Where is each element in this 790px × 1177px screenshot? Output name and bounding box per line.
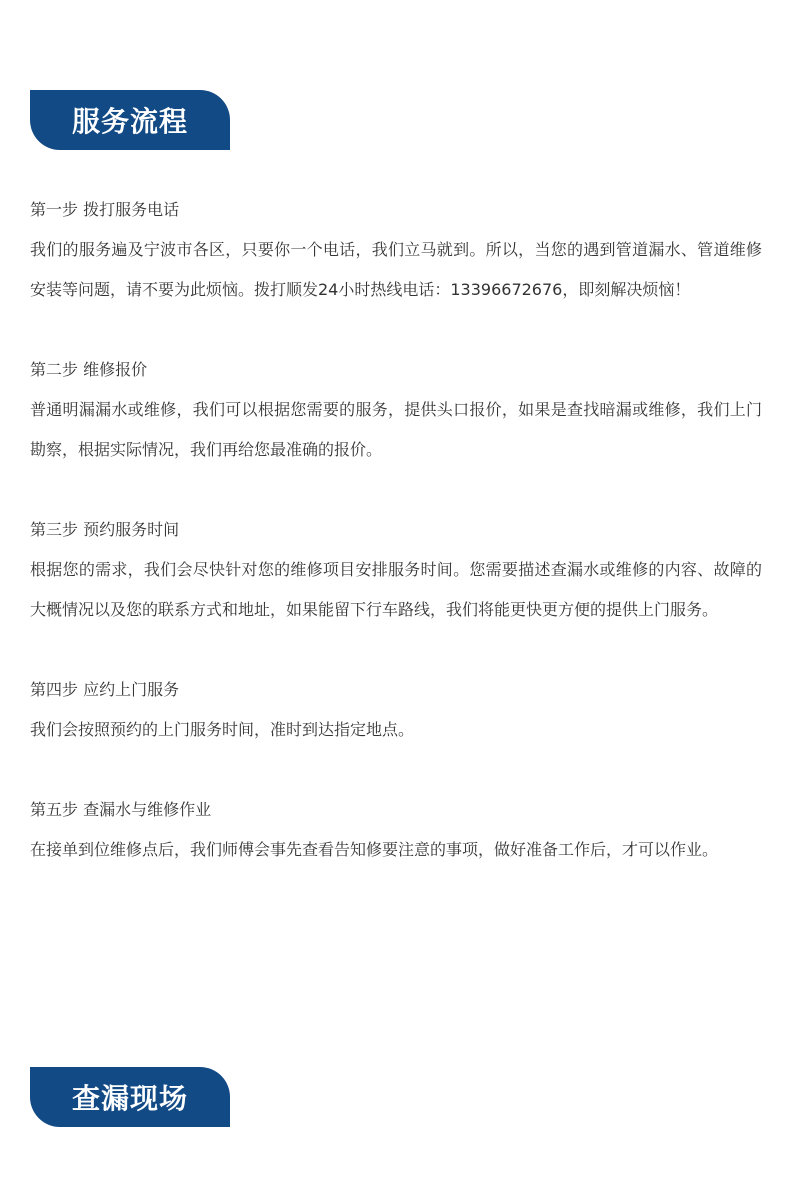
step-title: 第三步 预约服务时间 <box>30 520 180 539</box>
step-5 <box>30 790 762 870</box>
step-description: 普通明漏漏水或维修，我们可以根据您需要的服务，提供头口报价，如果是查找暗漏或维修，我们上门勘察，根据实际情况，我们再给您最准确的报价。 <box>30 400 762 459</box>
step-title: 第一步 拨打服务电话 <box>30 200 180 219</box>
step-4 <box>30 670 762 750</box>
step-title: 第四步 应约上门服务 <box>30 680 180 699</box>
step-description: 根据您的需求，我们会尽快针对您的维修项目安排服务时间。您需要描述查漏水或维修的内容、故障的大概情况以及您的联系方式和地址，如果能留下行车路线，我们将能更快更方便的提供上门服务。 <box>30 560 762 619</box>
step-2 <box>30 350 762 470</box>
section-title: 查漏现场 <box>71 1082 188 1115</box>
step-description: 我们会按照预约的上门服务时间，准时到达指定地点。 <box>30 720 415 739</box>
step-description: 在接单到位维修点后，我们师傅会事先查看告知修要注意的事项，做好准备工作后，才可以作业。 <box>30 840 719 859</box>
step-1 <box>30 190 762 310</box>
section-banner-service-process <box>30 90 230 150</box>
section-banner-leak-site <box>30 1067 230 1127</box>
step-description: 我们的服务遍及宁波市各区，只要你一个电话，我们立马就到。所以，当您的遇到管道漏水、管道维修安装等问题，请不要为此烦恼。拨打顺发24小时热线电话：13396672676，即刻解决烦恼！ <box>30 240 762 299</box>
process-steps <box>30 190 762 910</box>
step-title: 第二步 维修报价 <box>30 360 148 379</box>
section-title: 服务流程 <box>71 105 188 138</box>
step-title: 第五步 查漏水与维修作业 <box>30 800 212 819</box>
step-3 <box>30 510 762 630</box>
